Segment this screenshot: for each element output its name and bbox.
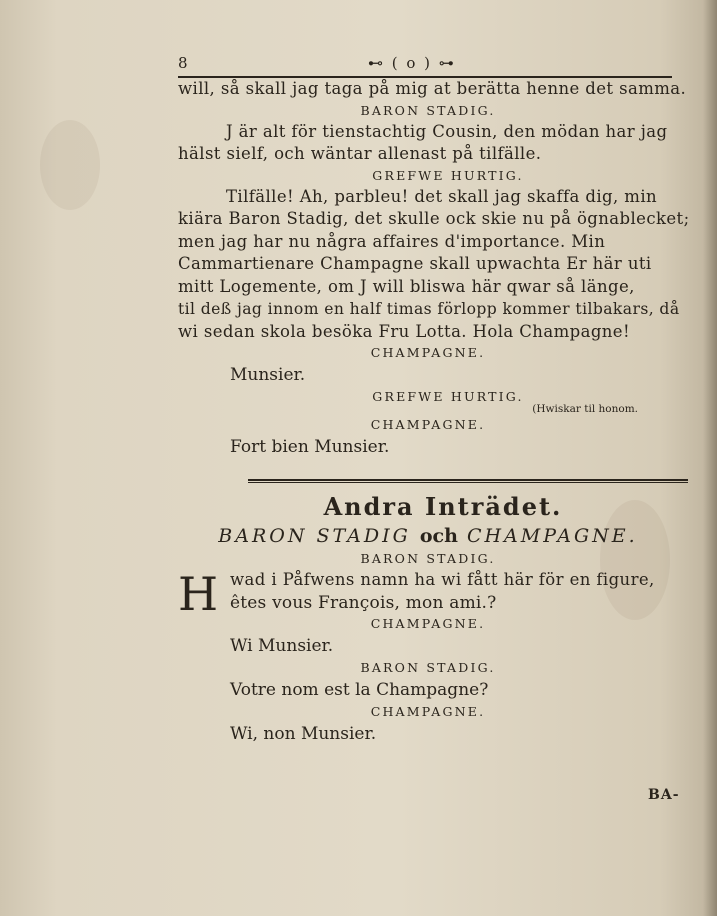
- speaker-name: HURTIG.: [450, 167, 524, 183]
- speech-line: wi sedan skola besöka Fru Lotta. Hola Champagne!: [178, 321, 631, 341]
- page-edge-shadow: [703, 0, 717, 916]
- scene-divider: [178, 473, 678, 491]
- scene-cast: [178, 523, 678, 549]
- speech-line: Cammartienare Champagne skall upwachta Er här uti: [178, 254, 652, 273]
- page-number: 8: [178, 54, 188, 72]
- speech-line: men jag har nu några affaires d'importance. Min: [178, 231, 606, 251]
- speech-line: Fort bien Munsier.: [230, 437, 390, 457]
- speaker-champagne: CHAMPAGNE.: [370, 417, 486, 432]
- paper-stain: [40, 120, 100, 210]
- catchword: BA-: [648, 787, 680, 803]
- speech-line: hälst sielf, och wäntar allenast på tilfälle.: [178, 144, 542, 163]
- speech-line: wad i Påfwens namn ha wi fått här för en figure,: [230, 570, 655, 589]
- running-head: [178, 52, 678, 76]
- speaker-title-fraktur: GREFWE: [372, 167, 445, 183]
- scene-title: Andra Inträdet.: [323, 492, 563, 521]
- divider-rule: [248, 482, 688, 483]
- speaker-grefwe-hurtig: [178, 166, 678, 186]
- cast-conjunction: och: [419, 525, 458, 547]
- opening-speech: [178, 567, 678, 621]
- speaker-champagne: CHAMPAGNE.: [370, 616, 486, 631]
- speaker-baron-stadig: BARON STADIG.: [360, 660, 496, 675]
- speaker-champagne: CHAMPAGNE.: [370, 345, 486, 360]
- speaker-champagne: CHAMPAGNE.: [370, 704, 486, 719]
- speech-line: mitt Logemente, om J will bliswa här qwar så länge,: [178, 276, 635, 296]
- continued-speech-line: will, så skall jag taga på mig at berätta henne det samma.: [178, 79, 687, 98]
- speaker-baron-stadig: BARON STADIG.: [360, 102, 496, 118]
- cast-champagne: CHAMPAGNE.: [466, 525, 638, 547]
- speech-line: Wi Munsier.: [230, 636, 334, 656]
- speech-line: Tilfälle! Ah, parbleu! det skall jag skaffa dig, min: [226, 186, 658, 206]
- speech-line: Munsier.: [230, 365, 306, 385]
- speaker-title-fraktur: GREFWE: [372, 389, 445, 404]
- header-ornament: ⊷ ( o ) ⊶: [368, 54, 456, 72]
- cast-baron-stadig: BARON STADIG: [218, 525, 411, 547]
- speech-line: Votre nom est la Champagne?: [230, 680, 489, 700]
- speaker-name: HURTIG.: [450, 389, 524, 404]
- stage-direction: (Hwiskar til honom.: [532, 403, 638, 415]
- divider-rule: [248, 479, 688, 481]
- text-block: [178, 52, 690, 746]
- speech-line: J är alt för tienstachtig Cousin, den mödan har jag: [226, 121, 668, 141]
- speech-line: Wi, non Munsier.: [230, 724, 377, 744]
- speaker-baron-stadig: BARON STADIG.: [360, 551, 496, 566]
- speech-line: kiära Baron Stadig, det skulle ock skie nu på ögnablecket;: [178, 209, 690, 228]
- speech-line: til deß jag innom en half timas förlopp kommer tilbakars, då: [178, 300, 680, 318]
- drop-cap: H: [178, 567, 219, 621]
- speech-line: êtes vous François, mon ami.?: [230, 592, 497, 613]
